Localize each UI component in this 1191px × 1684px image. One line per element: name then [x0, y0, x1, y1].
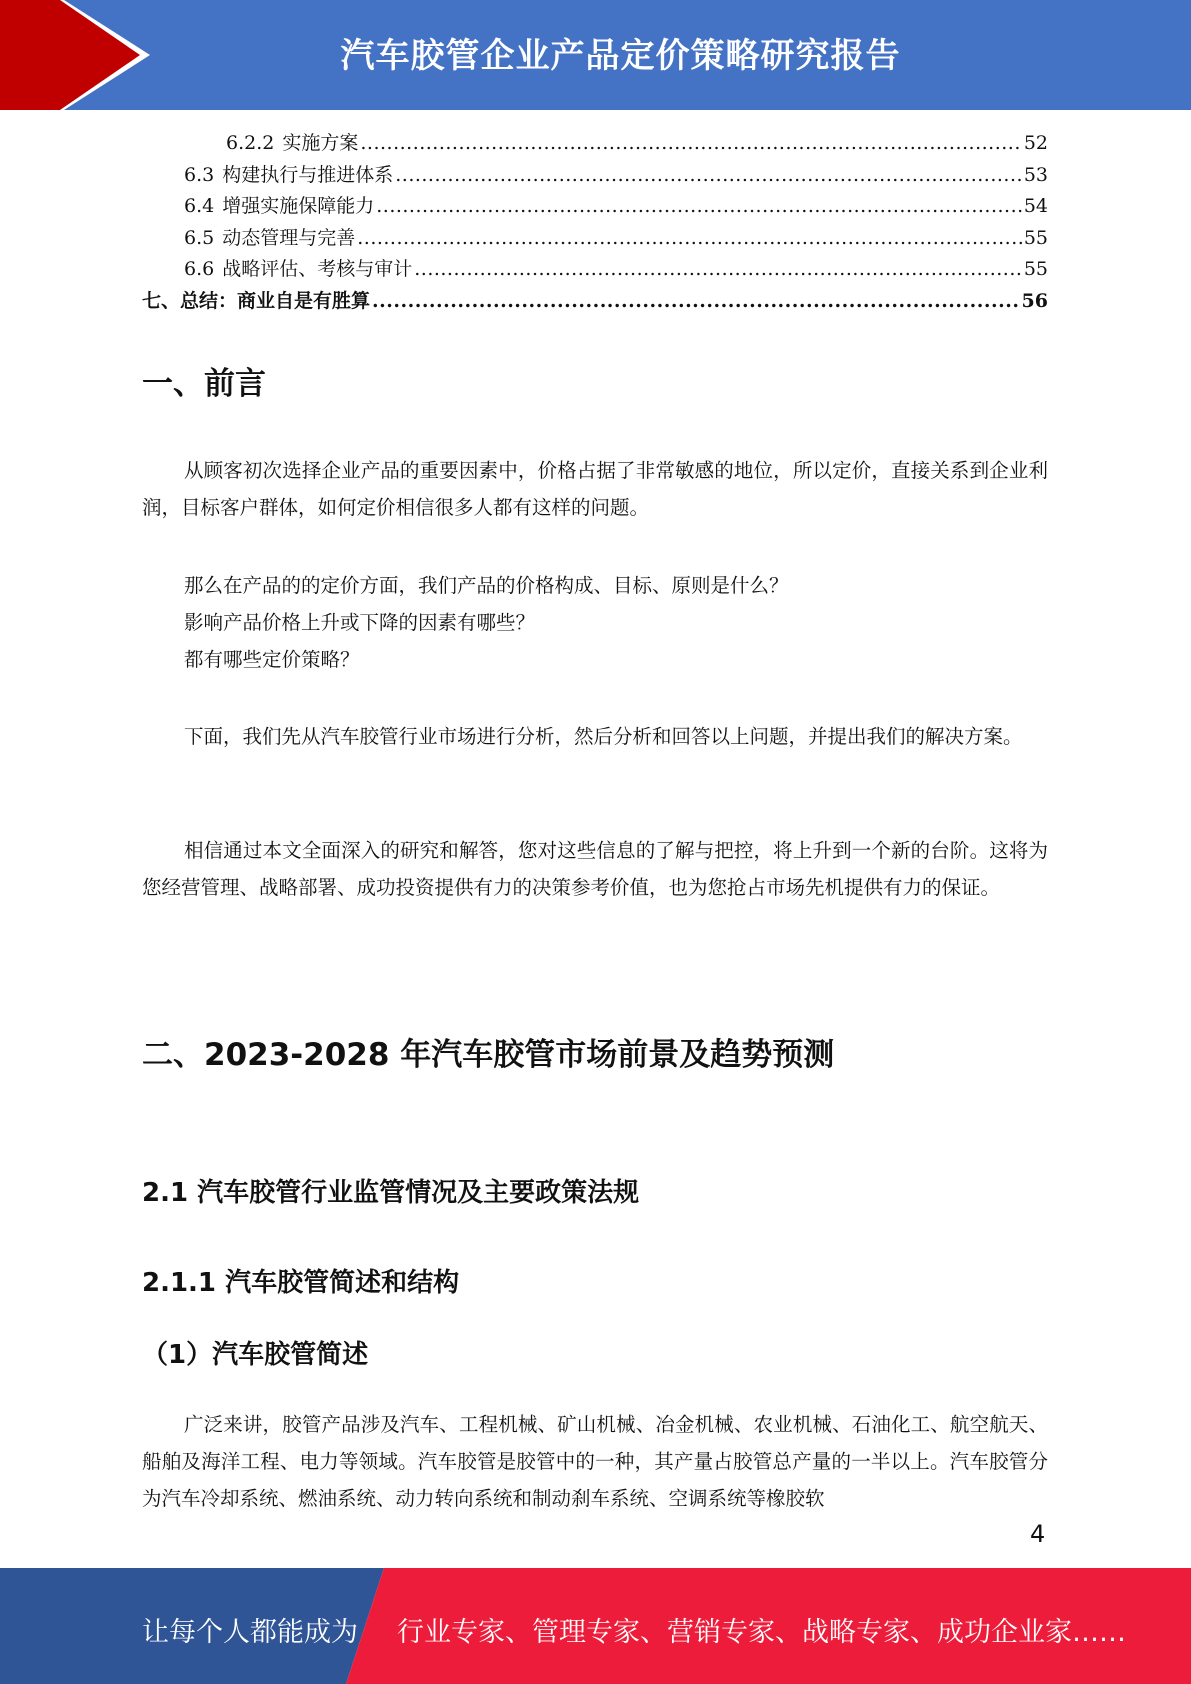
toc-entry[interactable]: [142, 286, 1048, 318]
toc-leader: [376, 195, 1022, 217]
section-heading-preface: 一、前言: [142, 366, 266, 402]
page-footer: [0, 1568, 1191, 1684]
question-line: 那么在产品的的定价方面，我们产品的价格构成、目标、原则是什么？: [184, 574, 789, 597]
section-heading-forecast: 二、2023-2028 年汽车胶管市场前景及趋势预测: [142, 1037, 835, 1073]
toc-entry-number: 6.3: [184, 163, 215, 186]
toc-entry-label: 战略评估、考核与审计: [222, 258, 413, 280]
toc-entry[interactable]: [142, 223, 1048, 255]
subsection-heading: 2.1 汽车胶管行业监管情况及主要政策法规: [142, 1178, 640, 1208]
page-header: [0, 0, 1191, 110]
toc-entry-number: 6.2.2: [226, 132, 275, 154]
paragraph: 广泛来讲，胶管产品涉及汽车、工程机械、矿山机械、冶金机械、农业机械、石油化工、航空航天、船舶及海洋工程、电力等领域。汽车胶管是胶管中的一种，其产量占胶管总产量的一半以上。汽车胶管分为汽车冷却系统、燃油系统、动力转向系统和制动刹车系统、空调系统等橡胶软: [142, 1413, 1048, 1510]
footer-slogan-left: 让每个人都能成为: [142, 1617, 358, 1648]
question-line: 都有哪些定价策略？: [184, 648, 360, 671]
report-title: 汽车胶管企业产品定价策略研究报告: [340, 36, 901, 76]
toc-entry-number: 6.6: [184, 258, 215, 280]
subsection-heading: 2.1.1 汽车胶管简述和结构: [142, 1268, 460, 1298]
chevron-decoration-icon: [0, 0, 170, 110]
page-number: 4: [1030, 1520, 1046, 1548]
toc-entry[interactable]: [142, 128, 1048, 160]
toc-entry-label: 七、总结：商业自是有胜算: [142, 289, 371, 312]
footer-slogan-right: 行业专家、管理专家、营销专家、战略专家、成功企业家……: [397, 1617, 1126, 1648]
paragraph: 相信通过本文全面深入的研究和解答，您对这些信息的了解与把控，将上升到一个新的台阶。这将为您经营管理、战略部署、成功投资提供有力的决策参考价值，也为您抢占市场先机提供有力的保证。: [142, 839, 1048, 899]
toc-entry[interactable]: [142, 160, 1048, 192]
toc-entry-page: 55: [1023, 258, 1048, 280]
toc-entry-page: 52: [1023, 132, 1048, 154]
subsection-heading: （1）汽车胶管简述: [142, 1340, 369, 1370]
paragraph: 从顾客初次选择企业产品的重要因素中，价格占据了非常敏感的地位，所以定价，直接关系到企业利润，目标客户群体，如何定价相信很多人都有这样的问题。: [142, 459, 1048, 519]
toc-entry-page: 55: [1023, 226, 1048, 249]
toc-entry-page: 54: [1023, 195, 1048, 217]
paragraph: 下面，我们先从汽车胶管行业市场进行分析，然后分析和回答以上问题，并提出我们的解决方案。: [184, 725, 1023, 748]
toc-leader: [414, 258, 1022, 280]
toc-entry-label: 动态管理与完善: [222, 226, 356, 249]
toc-entry-label: 实施方案: [282, 132, 359, 154]
toc-leader: [360, 132, 1021, 154]
table-of-contents: [142, 128, 1048, 317]
toc-entry-label: 增强实施保障能力: [222, 195, 375, 217]
toc-leader: [372, 290, 1020, 312]
toc-entry-number: 6.5: [184, 226, 215, 249]
toc-leader: [357, 227, 1022, 249]
toc-entry-page: 53: [1023, 163, 1048, 186]
toc-entry[interactable]: [142, 254, 1048, 286]
toc-entry-number: 6.4: [184, 195, 215, 217]
question-line: 影响产品价格上升或下降的因素有哪些？: [184, 611, 536, 634]
toc-entry-label: 构建执行与推进体系: [222, 163, 394, 186]
toc-entry-page: 56: [1021, 289, 1048, 312]
toc-leader: [395, 164, 1022, 186]
toc-entry[interactable]: [142, 191, 1048, 223]
